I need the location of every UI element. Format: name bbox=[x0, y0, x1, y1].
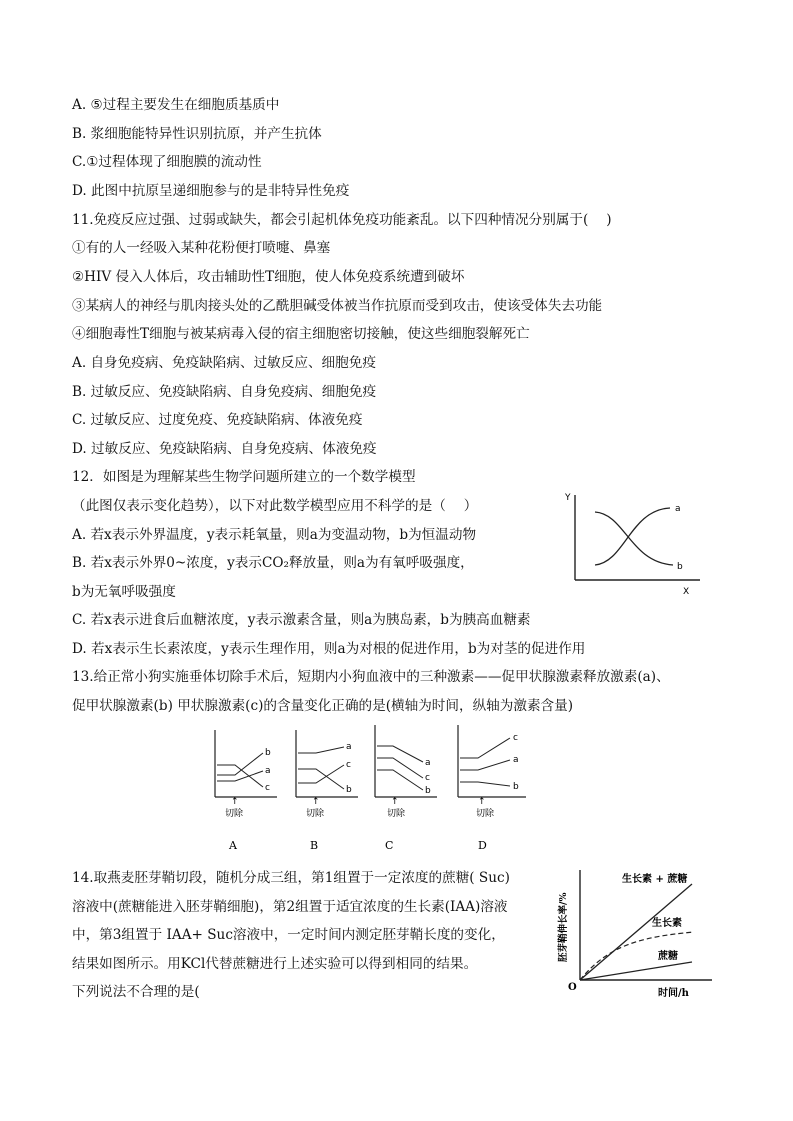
cut-label: 切除 bbox=[306, 809, 325, 819]
series-iaa-suc bbox=[580, 884, 692, 980]
option-c-q11: C. 过敏反应、过度免疫、免疫缺陷病、体液免疫 bbox=[72, 412, 363, 428]
question-12: 12．如图是为理解某些生物学问题所建立的一个数学模型 bbox=[72, 469, 416, 485]
label-b: b bbox=[265, 748, 271, 758]
svg-text:↑: ↑ bbox=[312, 797, 320, 807]
curve-b bbox=[595, 512, 673, 565]
label-c: c bbox=[265, 783, 270, 793]
option-c-q10: C.①过程体现了细胞膜的流动性 bbox=[72, 154, 262, 170]
label-b: b bbox=[425, 786, 431, 796]
y-axis-label: Y bbox=[565, 493, 571, 503]
question-14: 14.取燕麦胚芽鞘切段，随机分成三组，第1组置于一定浓度的蔗糖( Suc) bbox=[72, 870, 510, 886]
curve-b-label: b bbox=[677, 562, 683, 572]
q11-item-4: ④细胞毒性T细胞与被某病毒入侵的宿主细胞密切接触，使这些细胞裂解死亡 bbox=[72, 326, 530, 342]
question-13: 13.给正常小狗实施垂体切除手术后，短期内小狗血液中的三种激素——促甲状腺激素释放激素(a)、 bbox=[72, 669, 670, 685]
label-c: c bbox=[425, 773, 430, 783]
option-b-q11: B. 过敏反应、免疫缺陷病、自身免疫病、细胞免疫 bbox=[72, 384, 377, 400]
q13-graph-d bbox=[448, 720, 533, 855]
series-iaa-suc-label: 生长素 + 蔗糖 bbox=[622, 874, 688, 885]
question-12-cont: （此图仅表示变化趋势），以下对此数学模型应用不科学的是（ ） bbox=[72, 498, 478, 514]
svg-text:↑: ↑ bbox=[478, 797, 486, 807]
label-b: b bbox=[513, 782, 519, 792]
option-b-q12: B. 若x表示外界0~浓度，y表示CO₂释放量，则a为有氧呼吸强度， bbox=[72, 555, 474, 571]
question-14-line5: 下列说法不合理的是( bbox=[72, 984, 200, 1000]
series-suc-label: 蔗糖 bbox=[658, 951, 678, 962]
x-axis-label: X bbox=[683, 587, 690, 597]
option-b-q12-cont: b为无氧呼吸强度 bbox=[72, 584, 176, 600]
series-iaa-label: 生长素 bbox=[652, 918, 682, 929]
option-d-q12: D. 若x表示生长素浓度，y表示生理作用，则a为对根的促进作用，b为对茎的促进作用 bbox=[72, 641, 586, 657]
cut-label: 切除 bbox=[225, 809, 244, 819]
option-b-q10: B. 浆细胞能特异性识别抗原，并产生抗体 bbox=[72, 126, 322, 142]
question-13-cont: 促甲状腺激素(b) 甲状腺激素(c)的含量变化正确的是(横轴为时间，纵轴为激素含量) bbox=[72, 698, 574, 714]
svg-text:↑: ↑ bbox=[231, 797, 239, 807]
option-d-q10: D. 此图中抗原呈递细胞参与的是非特异性免疫 bbox=[72, 183, 350, 199]
label-a: a bbox=[425, 758, 431, 768]
cut-label: 切除 bbox=[387, 809, 406, 819]
series-suc bbox=[580, 962, 692, 980]
option-d-q11: D. 过敏反应、免疫缺陷病、自身免疫病、体液免疫 bbox=[72, 441, 377, 457]
label-a: a bbox=[265, 766, 271, 776]
label-c: c bbox=[513, 733, 518, 743]
label-c: c bbox=[346, 760, 351, 770]
q12-graph bbox=[555, 480, 715, 600]
y-axis-label: 胚芽鞘伸长率/% bbox=[558, 892, 569, 962]
label-a: a bbox=[346, 742, 352, 752]
option-a-q12: A. 若x表示外界温度，y表示耗氧量，则a为变温动物，b为恒温动物 bbox=[72, 527, 477, 543]
q11-item-3: ③某病人的神经与肌肉接头处的乙酰胆碱受体被当作抗原而受到攻击，使该受体失去功能 bbox=[72, 298, 603, 314]
origin-label: O bbox=[568, 982, 577, 993]
q11-item-1: ①有的人一经吸入某种花粉便打喷嚏、鼻塞 bbox=[72, 240, 331, 256]
q11-item-2: ②HIV 侵入人体后，攻击辅助性T细胞，使人体免疫系统遭到破坏 bbox=[72, 269, 465, 285]
label-b: b bbox=[346, 785, 352, 795]
x-axis-label: 时间/h bbox=[658, 988, 689, 999]
cut-label: 切除 bbox=[476, 809, 495, 819]
panel-letter: C bbox=[385, 839, 394, 852]
question-14-line4: 结果如图所示。用KCl代替蔗糖进行上述实验可以得到相同的结果。 bbox=[72, 956, 478, 972]
panel-letter: D bbox=[478, 839, 487, 852]
option-c-q12: C. 若x表示进食后血糖浓度，y表示激素含量，则a为胰岛素，b为胰高血糖素 bbox=[72, 612, 531, 628]
label-a: a bbox=[513, 755, 519, 765]
question-11: 11.免疫反应过强、过弱或缺失，都会引起机体免疫功能紊乱。以下四种情况分别属于( ) bbox=[72, 212, 612, 228]
curve-a-label: a bbox=[675, 504, 681, 514]
option-a-q10: A. ⑤过程主要发生在细胞质基质中 bbox=[72, 97, 280, 113]
q13-graph-b bbox=[286, 725, 366, 855]
panel-letter: B bbox=[310, 839, 319, 852]
q13-graph-a bbox=[205, 725, 285, 855]
panel-letter: A bbox=[229, 839, 237, 852]
question-14-line3: 中，第3组置于 IAA+ Suc溶液中，一定时间内测定胚芽鞘长度的变化， bbox=[72, 927, 505, 943]
curve-a bbox=[595, 508, 670, 565]
question-14-line2: 溶液中(蔗糖能进入胚芽鞘细胞)，第2组置于适宜浓度的生长素(IAA)溶液 bbox=[72, 899, 508, 915]
q14-graph bbox=[552, 862, 727, 1002]
svg-text:↑: ↑ bbox=[391, 797, 399, 807]
option-a-q11: A. 自身免疫病、免疫缺陷病、过敏反应、细胞免疫 bbox=[72, 355, 376, 371]
q13-graph-c bbox=[365, 720, 445, 855]
